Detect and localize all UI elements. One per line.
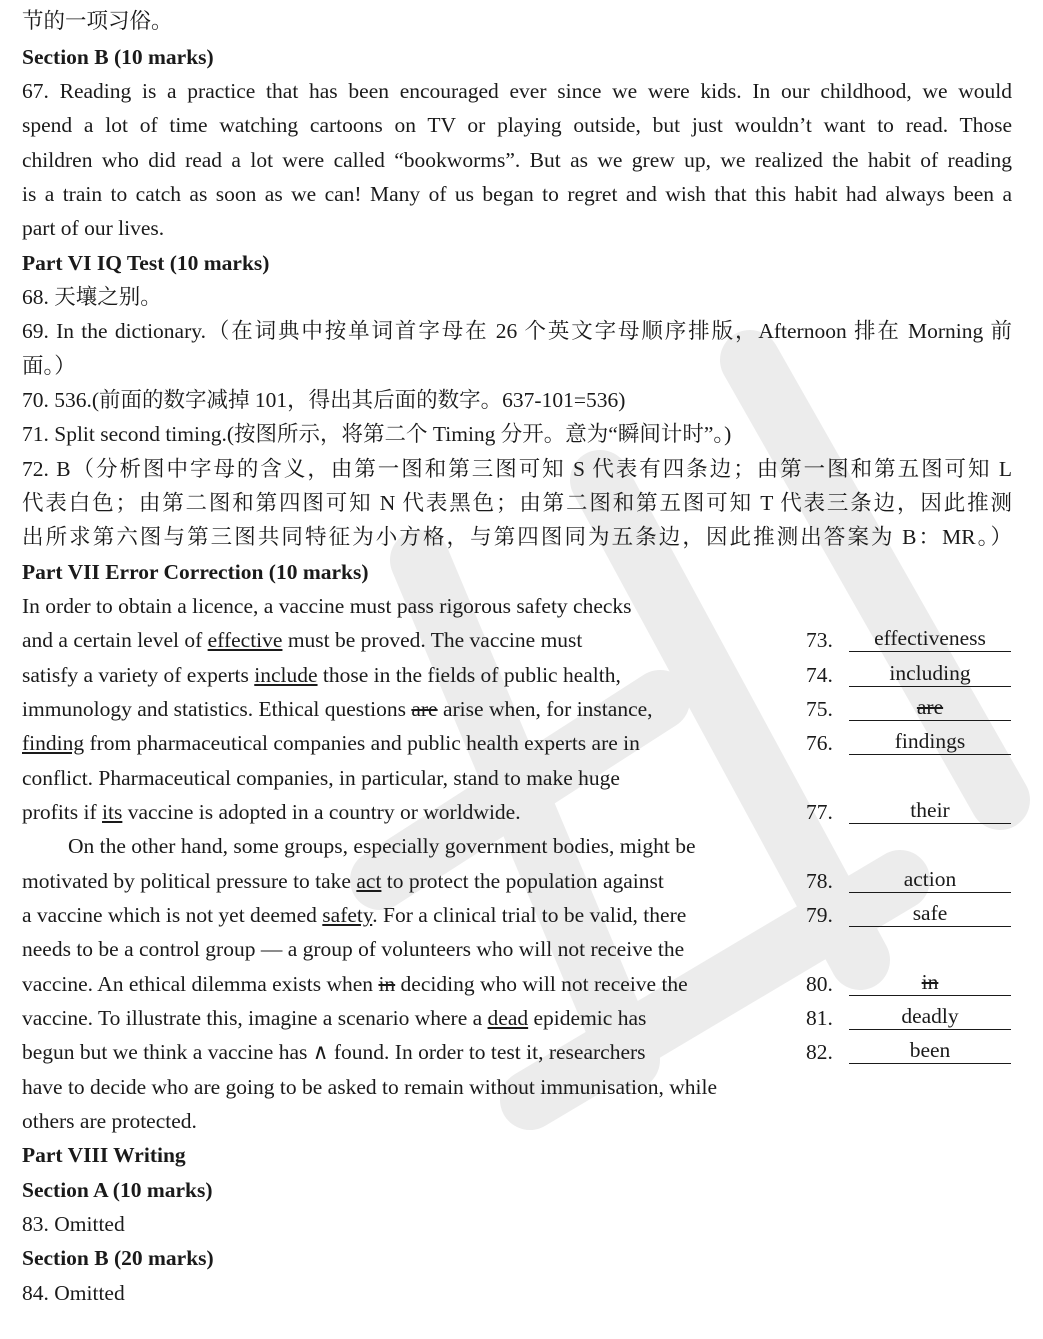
text-line: 70. 536.(前面的数字减掉 101，得出其后面的数字。637-101=536): [22, 388, 626, 412]
text-line: 面。）: [22, 354, 76, 378]
error-word: safety: [322, 903, 373, 927]
passage-line: others are protected.: [22, 1109, 197, 1133]
answer-number: 76.: [806, 731, 833, 755]
passage-line: finding from pharmaceutical companies and public health experts are in: [22, 731, 640, 755]
error-word: act: [356, 869, 382, 893]
error-word: dead: [487, 1006, 529, 1030]
text-line: 72. B（分析图中字母的含义，由第一图和第三图可知 S 代表有四条边；由第一图和第五图可知 L: [22, 457, 1012, 481]
answer-blank: their: [849, 795, 1011, 824]
answer-blank: safe: [849, 898, 1011, 927]
answer-blank: effectiveness: [849, 623, 1011, 652]
text-line: 67. Reading is a practice that has been encouraged ever since we were kids. In our childhood, we would: [22, 79, 1012, 103]
text-line: 83. Omitted: [22, 1212, 125, 1236]
passage-line: conflict. Pharmaceutical companies, in particular, stand to make huge: [22, 766, 620, 790]
section-heading: Part VI IQ Test (10 marks): [22, 251, 270, 275]
error-word: are: [411, 697, 438, 721]
error-word: effective: [207, 628, 283, 652]
answer-number: 75.: [806, 697, 833, 721]
passage-line: a vaccine which is not yet deemed safety. For a clinical trial to be valid, there: [22, 903, 687, 927]
passage-line: have to decide who are going to be asked to remain without immunisation, while: [22, 1075, 718, 1099]
insert-caret: ∧: [312, 1040, 329, 1064]
answer-blank: in: [849, 967, 1011, 996]
section-heading: Part VII Error Correction (10 marks): [22, 560, 369, 584]
section-heading: Part VIII Writing: [22, 1143, 186, 1167]
text-line: part of our lives.: [22, 216, 165, 240]
text-line: 69. In the dictionary.（在词典中按单词首字母在 26 个英文字母顺序排版，Afternoon 排在 Morning 前: [22, 319, 1012, 343]
text-line: 代表白色；由第二图和第四图可知 N 代表黑色；由第二图和第五图可知 T 代表三条边，因此推测: [22, 491, 1012, 515]
text-line: is a train to catch as soon as we can! Many of us began to regret and wish that this habit had always been a: [22, 182, 1012, 206]
passage-line: and a certain level of effective must be proved. The vaccine must: [22, 628, 583, 652]
passage-line: immunology and statistics. Ethical questions are arise when, for instance,: [22, 697, 653, 721]
answer-blank: findings: [849, 726, 1011, 755]
error-word: its: [102, 800, 123, 824]
passage-line: satisfy a variety of experts include those in the fields of public health,: [22, 663, 621, 687]
text-line: 出所求第六图与第三图共同特征为小方格，与第四图同为五条边，因此推测出答案为 B：MR。）: [22, 525, 1012, 549]
section-heading: Section B (20 marks): [22, 1246, 214, 1270]
answer-number: 82.: [806, 1040, 833, 1064]
text-line: 71. Split second timing.(按图所示，将第二个 Timing 分开。意为“瞬间计时”。): [22, 422, 732, 446]
answer-blank: are: [849, 692, 1011, 721]
text-line: spend a lot of time watching cartoons on TV or playing outside, but just wouldn’t want to read. Those: [22, 113, 1012, 137]
answer-blank: deadly: [849, 1001, 1011, 1030]
text-line: children who did read a lot were called “bookworms”. But as we grew up, we realized the habit of reading: [22, 148, 1012, 172]
passage-line: needs to be a control group — a group of volunteers who will not receive the: [22, 937, 685, 961]
answer-blank: including: [849, 658, 1011, 687]
answer-number: 80.: [806, 972, 833, 996]
answer-number: 73.: [806, 628, 833, 652]
answer-number: 79.: [806, 903, 833, 927]
passage-line: vaccine. An ethical dilemma exists when in deciding who will not receive the: [22, 972, 688, 996]
answer-blank: action: [849, 864, 1011, 893]
text-line: 节的一项习俗。: [22, 9, 173, 33]
section-heading: Section B (10 marks): [22, 45, 214, 69]
passage-line: In order to obtain a licence, a vaccine must pass rigorous safety checks: [22, 594, 632, 618]
passage-line: vaccine. To illustrate this, imagine a scenario where a dead epidemic has: [22, 1006, 647, 1030]
section-heading: Section A (10 marks): [22, 1178, 213, 1202]
error-word: in: [378, 972, 396, 996]
answer-blank: been: [849, 1035, 1011, 1064]
error-word: include: [254, 663, 318, 687]
passage-line: profits if its vaccine is adopted in a country or worldwide.: [22, 800, 521, 824]
text-line: 68. 天壤之别。: [22, 285, 162, 309]
answer-number: 81.: [806, 1006, 833, 1030]
text-line: 84. Omitted: [22, 1281, 125, 1305]
answer-number: 78.: [806, 869, 833, 893]
error-word: finding: [22, 731, 85, 755]
answer-number: 77.: [806, 800, 833, 824]
passage-line: begun but we think a vaccine has ∧ found. In order to test it, researchers: [22, 1040, 646, 1064]
passage-line: On the other hand, some groups, especially government bodies, might be: [68, 834, 696, 858]
answer-number: 74.: [806, 663, 833, 687]
passage-line: motivated by political pressure to take act to protect the population against: [22, 869, 664, 893]
